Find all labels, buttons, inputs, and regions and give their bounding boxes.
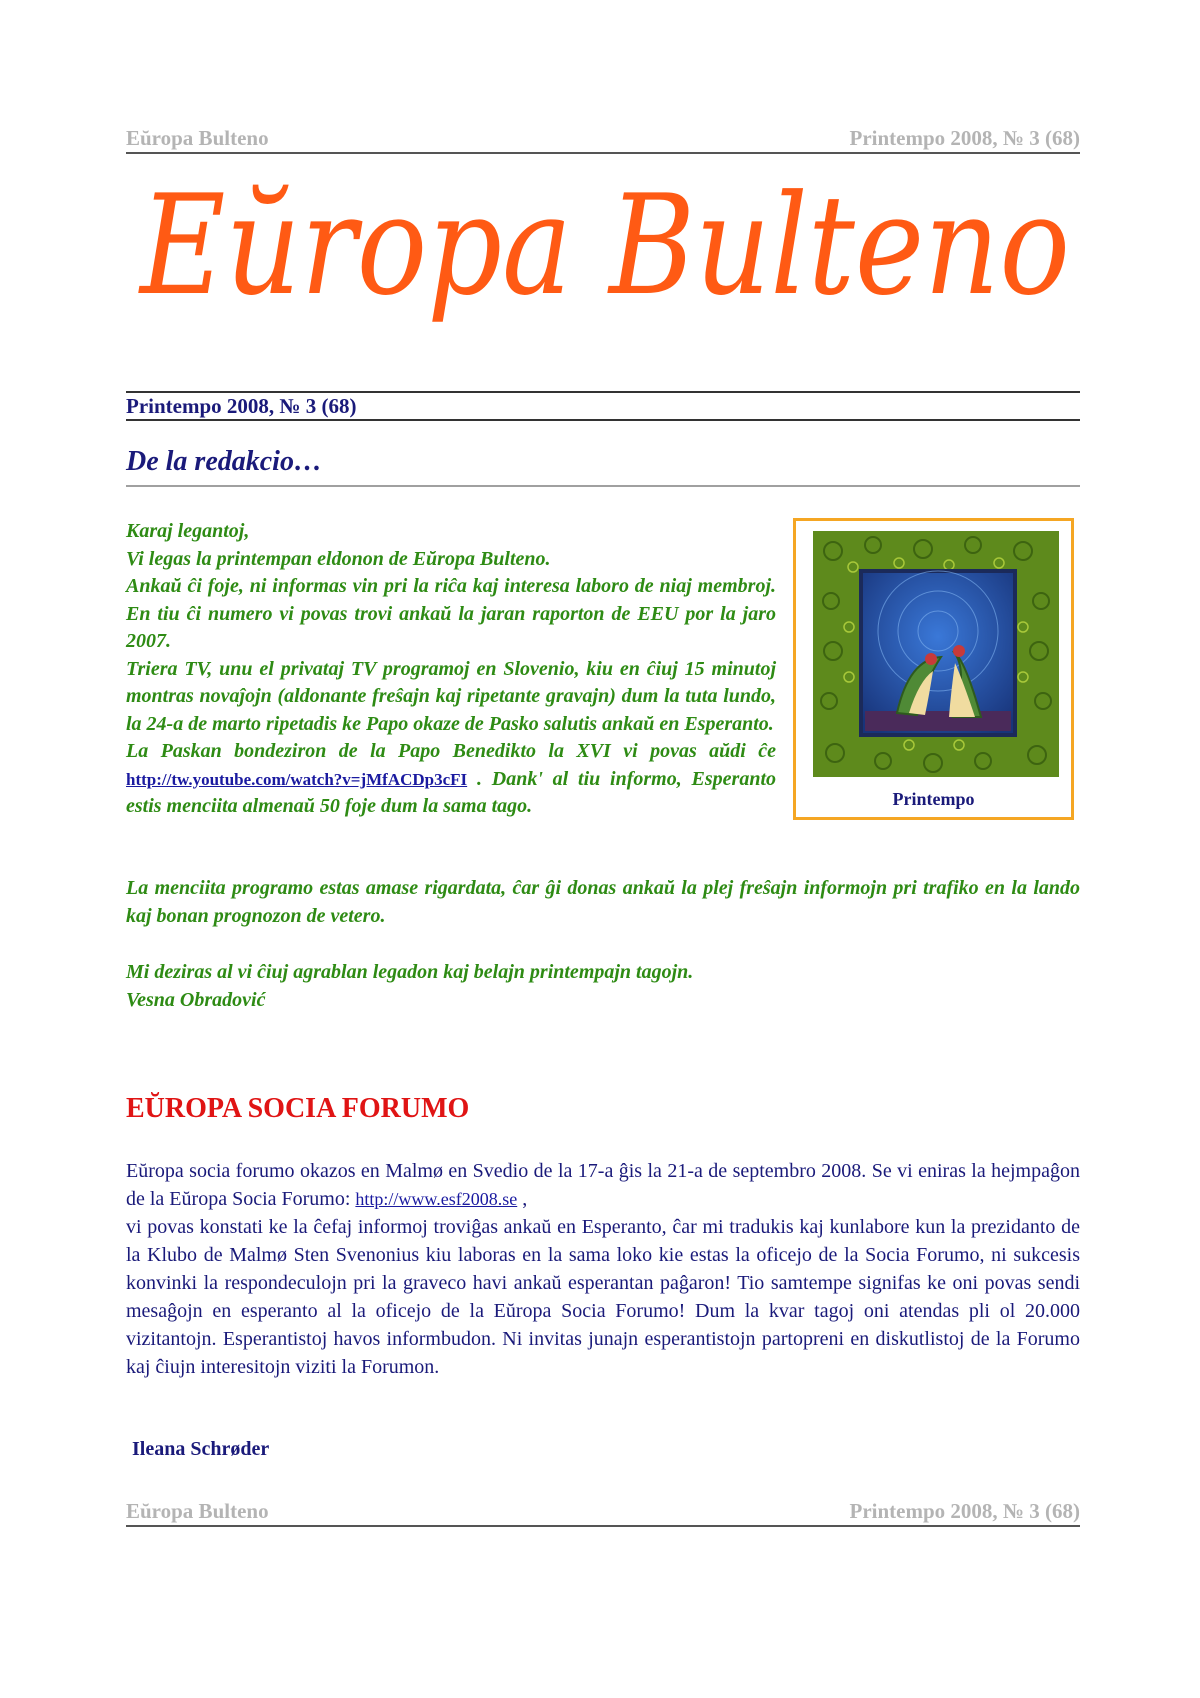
footer-publication: Eŭropa Bulteno <box>126 1499 269 1523</box>
editorial-paragraph: Ankaŭ ĉi foje, ni informas vin pri la riĉa kaj interesa laboro de niaj membroj. En tiu ĉi numero vi povas trovi ankaŭ la jaran raporton de EEU por la jaro 2007. <box>126 575 776 652</box>
editorial-greeting: Karaj legantoj, <box>126 520 250 542</box>
editorial-paragraph: Triera TV, unu el privataj TV programoj en Slovenio, kiu en ĉiuj 15 minutoj montras novaĵojn (aldonante freŝajn kaj ripetante gravajn) dum la tuta lundo, la 24-a de marto ripetadis ke Papo okaze de Pasko salutis ankaŭ en Esperanto. <box>126 657 776 735</box>
masthead-title <box>137 165 1080 368</box>
closing-wish: Mi deziras al vi ĉiuj agrablan legadon kaj belajn printempajn tagojn. <box>126 961 694 983</box>
editorial-text-run: La Paskan bondeziron de la Papo Benedikto la XVI vi povas aŭdi ĉe <box>126 740 776 762</box>
esf-link[interactable]: http://www.esf2008.se <box>355 1189 518 1209</box>
editorial-text-run: . Dank' al tiu informo, Esperanto estis menciita almenaŭ 50 foje dum la sama tago. <box>126 767 776 817</box>
masthead-text: Eŭropa Bulteno <box>137 165 1070 326</box>
editorial-text <box>126 518 776 821</box>
editorial-closing <box>126 958 1080 1014</box>
spring-painting-figure <box>793 518 1074 820</box>
issue-line <box>126 391 1080 421</box>
forum-article-body <box>126 1157 1080 1381</box>
forum-paragraph: vi povas konstati ke la ĉefaj informoj troviĝas ankaŭ en Esperanto, ĉar mi tradukis kaj kunlabore kun la prezidanto de la Klubo de Malmø Sten Svenonius kiu laboras en la sama loko kie estas la oficejo de la Socia Forumo, ni sukcesis konvinki la respondeculojn pri la graveco havi ankaŭ esperantan paĝaron! Tio samtempe signifas ke oni povas sendi mesaĝojn en esperanto al la oficejo de la Eŭropa Socia Forumo! Dum la kvar tagoj oni atendas pli ol 20.000 vizitantojn. Esperantistoj havos informbudon. Ni invitas junajn esperantistojn partopreni en diskutlistoj de la Forumo kaj ĉiujn interesitojn viziti la Forumon. <box>126 1216 1080 1378</box>
forum-text-run: Eŭropa socia forumo okazos en Malmø en Svedio de la 17-a ĝis la 21-a de septembro 2008. Se vi eniras la hejmpaĝon de la Eŭropa Socia Forumo: <box>126 1160 1080 1210</box>
forum-author: Ileana Schrøder <box>132 1438 270 1460</box>
header-publication: Eŭropa Bulteno <box>126 126 269 150</box>
header-issue: Printempo 2008, № 3 (68) <box>849 126 1080 150</box>
running-footer <box>126 1499 1080 1527</box>
editorial-heading: De la redakcio… <box>126 443 1080 487</box>
youtube-link[interactable]: http://tw.youtube.com/watch?v=jMfACDp3cFI <box>126 769 468 789</box>
editorial-paragraph <box>126 738 776 821</box>
editorial-paragraph: Vi legas la printempan eldonon de Eŭropa Bulteno. <box>126 547 551 570</box>
spring-painting-image <box>813 531 1059 777</box>
issue-label: Printempo 2008, № 3 (68) <box>126 394 357 418</box>
running-header <box>126 126 1080 154</box>
forum-text-run: , <box>517 1188 528 1210</box>
editor-signature: Vesna Obradović <box>126 989 266 1011</box>
editorial-paragraph: La menciita programo estas amase rigardata, ĉar ĝi donas ankaŭ la plej freŝajn informojn pri trafiko en la lando kaj bonan prognozon de vetero. <box>126 877 1080 927</box>
editorial-text-continued <box>126 875 1080 930</box>
forum-paragraph <box>126 1157 1080 1213</box>
footer-issue: Printempo 2008, № 3 (68) <box>849 1499 1080 1523</box>
forum-section-title: EŬROPA SOCIA FORUMO <box>126 1093 470 1124</box>
painting-caption: Printempo <box>892 789 975 809</box>
